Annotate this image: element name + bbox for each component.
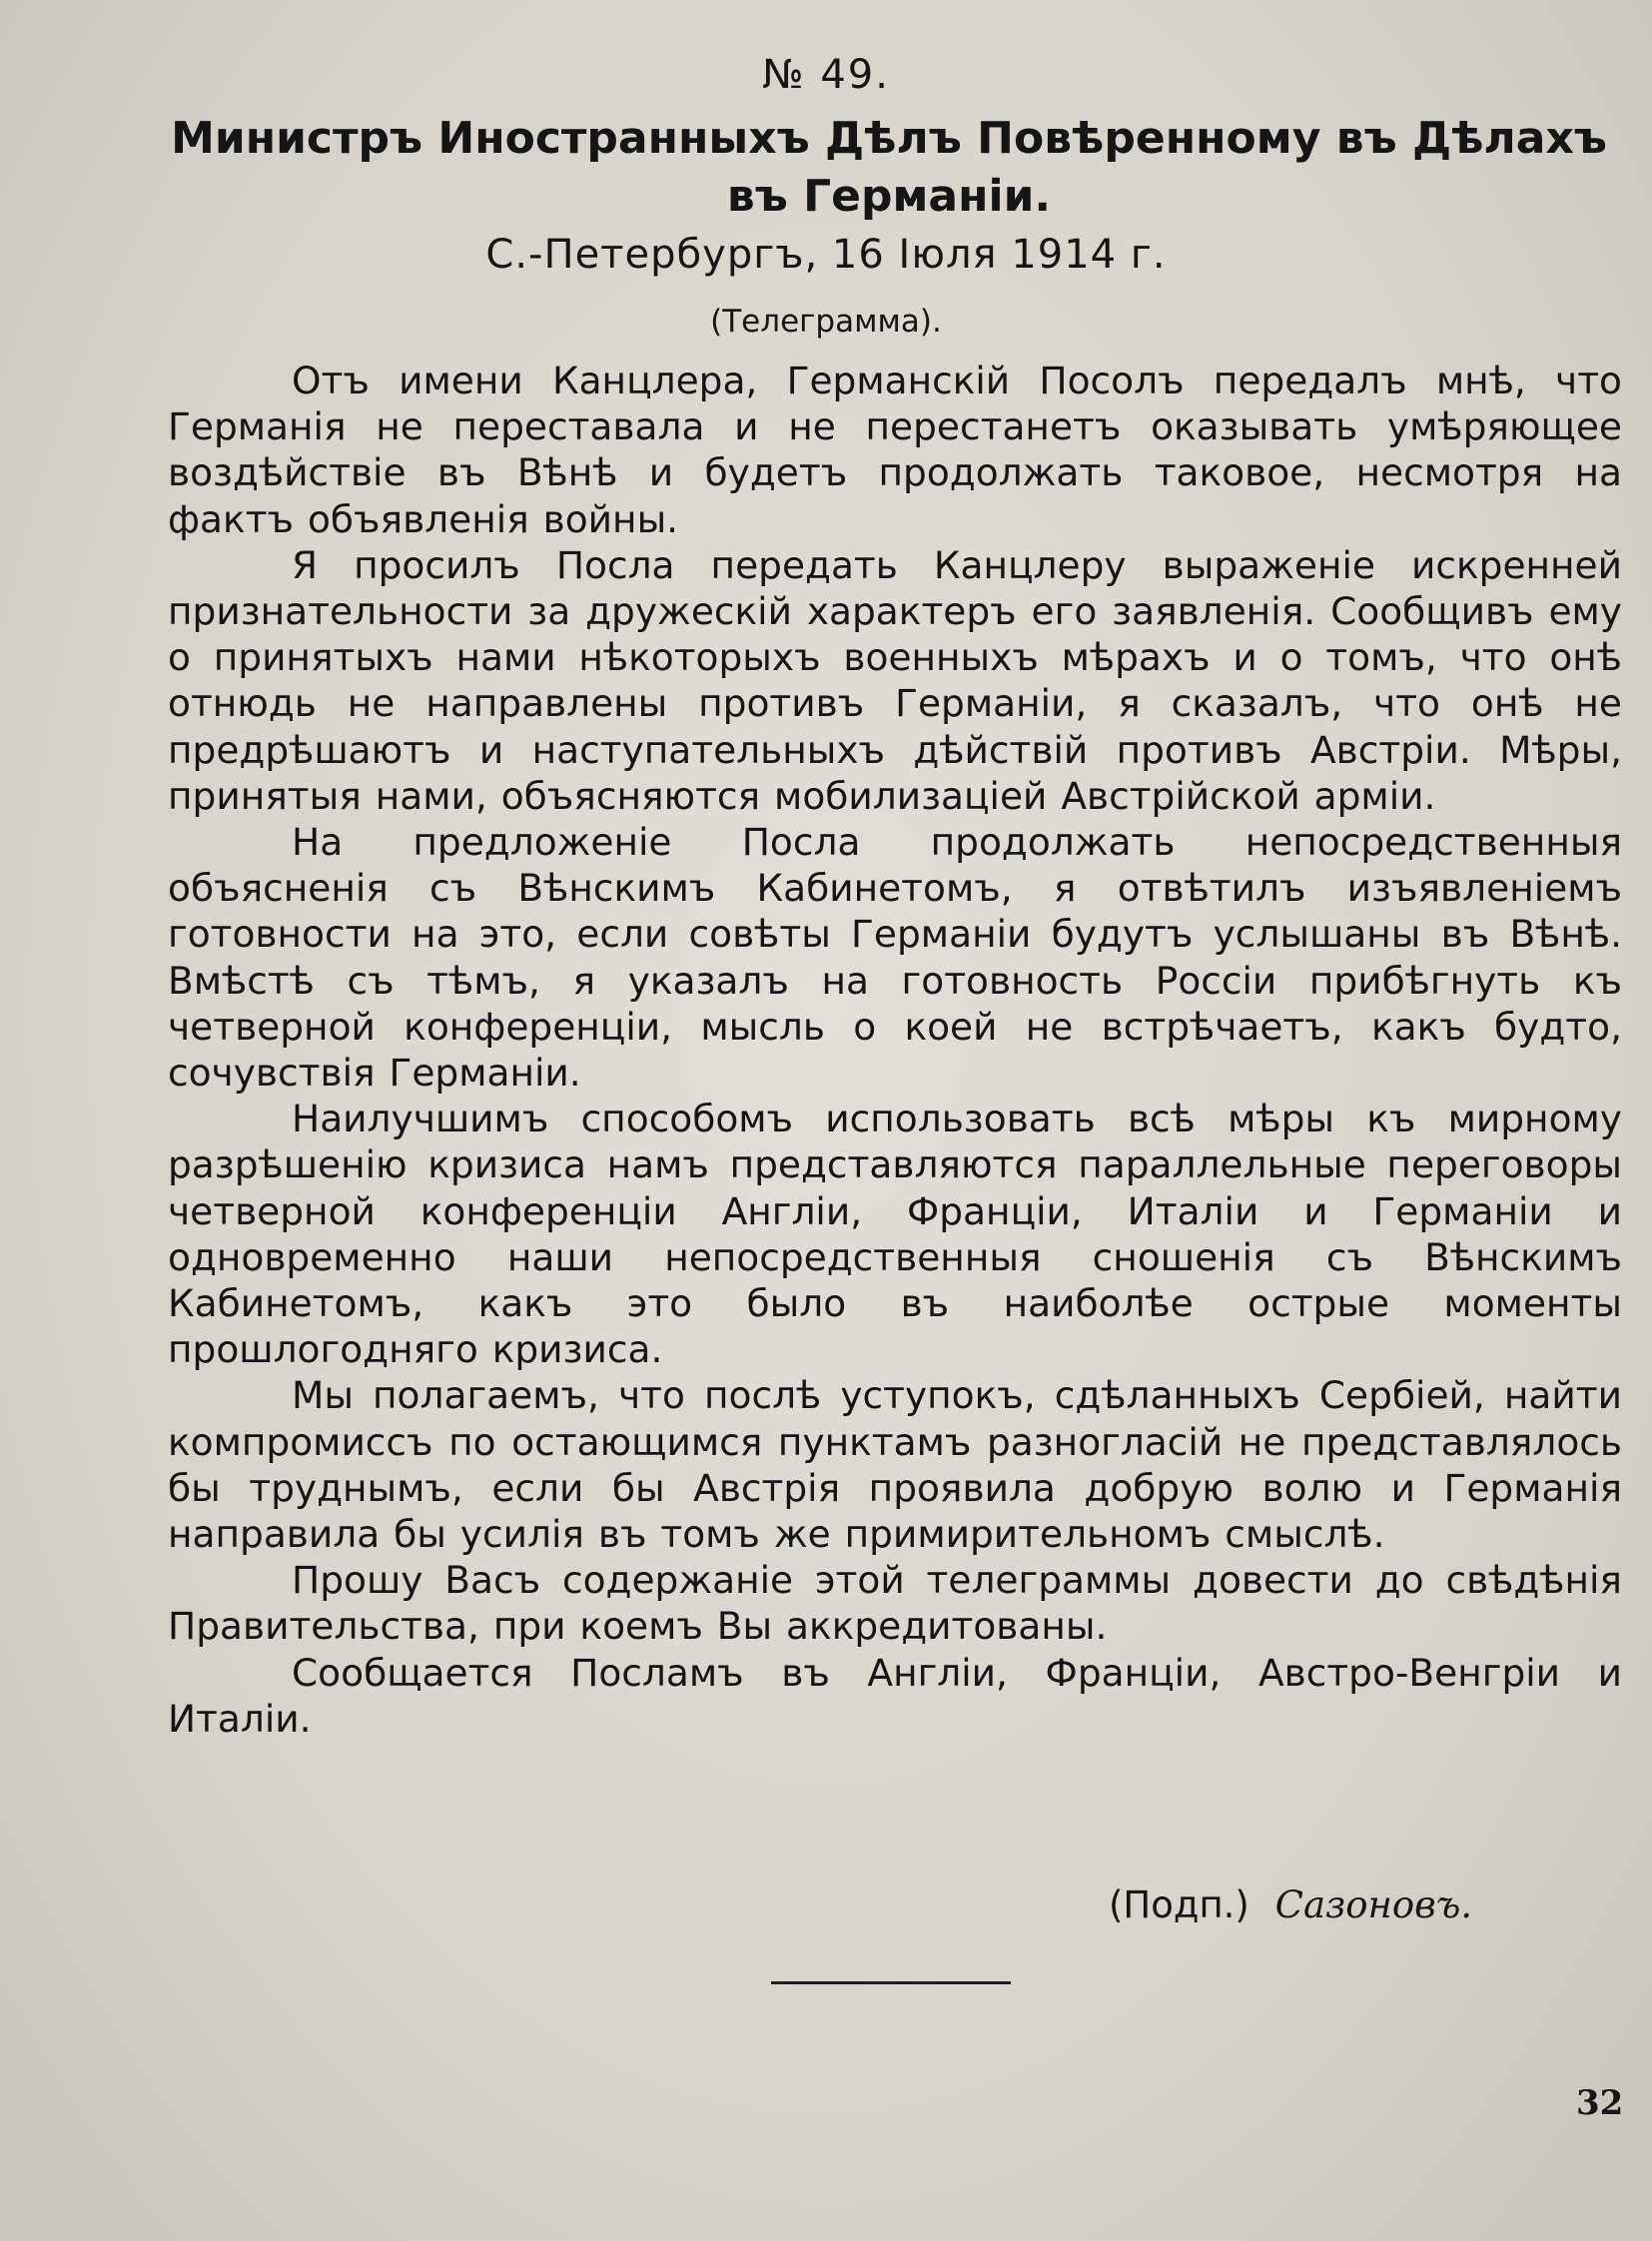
signature-name: Сазоновъ. xyxy=(1274,1883,1473,1926)
paragraph-5: Мы полагаемъ, что послѣ уступокъ, сдѣланныхъ Сербіей, найти компромиссъ по остающимся пунктамъ разногласій не представлялось бы труднымъ, если бы Австрія проявила добрую волю и Германія направила бы усилія въ томъ же примирительномъ смыслѣ. xyxy=(168,1373,1622,1557)
document-body xyxy=(168,358,1622,1742)
place-and-date: С.-Петербургъ, 16 Іюля 1914 г. xyxy=(485,232,1167,278)
paragraph-6: Прошу Васъ содержаніе этой телеграммы довести до свѣдѣнія Правительства, при коемъ Вы аккредитованы. xyxy=(168,1558,1622,1649)
paragraph-2: Я просилъ Посла передать Канцлеру выраженіе искренней признательности за дружескій характеръ его заявленія. Сообщивъ ему о принятыхъ нами нѣкоторыхъ военныхъ мѣрахъ и о томъ, что онѣ отнюдь не направлены противъ Германіи, я сказалъ, что онѣ не предрѣшаютъ и наступательныхъ дѣйствій противъ Австріи. Мѣры, принятыя нами, объясняются мобилизаціей Австрійской арміи. xyxy=(168,542,1622,818)
document-type: (Телеграмма). xyxy=(710,304,942,340)
signature-line xyxy=(1109,1883,1472,1926)
document-title: Министръ Иностранныхъ Дѣлъ Повѣренному въ Дѣлахъ въ Германіи. xyxy=(171,113,1607,222)
paragraph-7: Сообщается Посламъ въ Англіи, Франціи, Австро-Венгріи и Италіи. xyxy=(168,1650,1622,1741)
closing-divider xyxy=(771,1981,1011,1984)
document-number: № 49. xyxy=(762,52,890,98)
paragraph-3: На предложеніе Посла продолжать непосредственныя объясненія съ Вѣнскимъ Кабинетомъ, я отвѣтилъ изъявленіемъ готовности на это, если совѣты Германіи будутъ услышаны въ Вѣнѣ. Вмѣстѣ съ тѣмъ, я указалъ на готовность Россіи прибѣгнуть къ четверной конференціи, мысль о коей не встрѣчаетъ, какъ будто, сочувствія Германіи. xyxy=(168,820,1622,1096)
page-number: 32 xyxy=(1576,2083,1624,2123)
paragraph-1: Отъ имени Канцлера, Германскій Посолъ передалъ мнѣ, что Германія не переставала и не перестанетъ оказывать умѣряющее воздѣйствіе въ Вѣнѣ и будетъ продолжать таковое, несмотря на фактъ объявленія войны. xyxy=(168,359,1622,541)
signature-prefix: (Подп.) xyxy=(1109,1883,1249,1926)
paragraph-4: Наилучшимъ способомъ использовать всѣ мѣры къ мирному разрѣшенію кризиса намъ представляются параллельные переговоры четверной конференціи Англіи, Франціи, Италіи и Германіи и одновременно наши непосредственныя сношенія съ Вѣнскимъ Кабинетомъ, какъ это было въ наиболѣе острые моменты прошлогодняго кризиса. xyxy=(168,1097,1622,1372)
